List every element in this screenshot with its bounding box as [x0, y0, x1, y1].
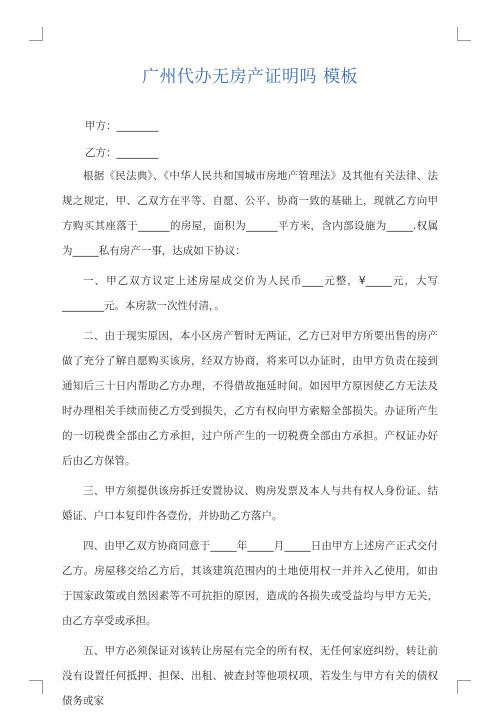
paragraph-clause-2: 二、由于现实原因，本小区房产暂时无两证，乙方已对甲方所要出售的房产做了充分了解自愿购买该房，经双方协商，将来可以办证时，由甲方负责在接到通知后三十日内帮助乙方办理，不得借故拖延时间。如因甲方原因使乙方无法及时办理相关手续而使乙方受到损失，乙方有权向甲方索赔全部损失。办证所产生的一切税费全部由乙方承担，过户所产生的一切税费全部由方承担。产权证办好后由乙方保管。: [62, 330, 438, 467]
crop-mark-top-right: [457, 27, 471, 41]
party-b-line: 乙方：________: [85, 147, 159, 159]
paragraph-clause-4: 四、由甲乙双方协商同意于_____年_____月_____日由甲方上述房产正式交付乙方。房屋移交给乙方后，其该建筑范围内的土地使用权一并并入乙使用，如由于国家政策或自然因素等不可抗拒的原因，造成的各损失或受益均与甲方无关，由乙方享受或承担。: [62, 540, 438, 627]
crop-mark-bottom-right: [457, 680, 471, 694]
paragraph-clause-1: 一、甲乙双方议定上述房屋成交价为人民币____元整，¥_____元，大写________元。本房款一次性付清，。: [62, 275, 438, 312]
party-a-line: 甲方：________: [85, 120, 159, 132]
document-body: [62, 164, 438, 714]
crop-mark-top-left: [29, 27, 43, 41]
paragraph-clause-3: 三、甲方须提供该房拆迁安置协议、购房发票及本人与共有权人身份证、结婚证、户口本复印件各壹份，并协助乙方落户。: [62, 485, 438, 522]
paragraph-clause-5: 五、甲方必须保证对该转让房屋有完全的所有权，无任何家庭纠纷，转让前没有设置任何抵押、担保、出租、被查封等他项权项，若发生与甲方有关的债权债务或家: [62, 645, 438, 707]
paragraph-preamble: 根据《民法典》、《中华人民共和国城市房地产管理法》及其他有关法律、法规之规定，甲、乙双方在平等、自愿、公平、协商一致的基础上，现就乙方向甲方购买其座落于______的房屋，面积为______平方米，含内部设施为_____.权属为_____私有房产一事，达成如下协议：: [62, 170, 438, 257]
document-title: 广州代办无房产证明吗 模板: [142, 67, 358, 87]
crop-mark-bottom-left: [29, 680, 43, 694]
